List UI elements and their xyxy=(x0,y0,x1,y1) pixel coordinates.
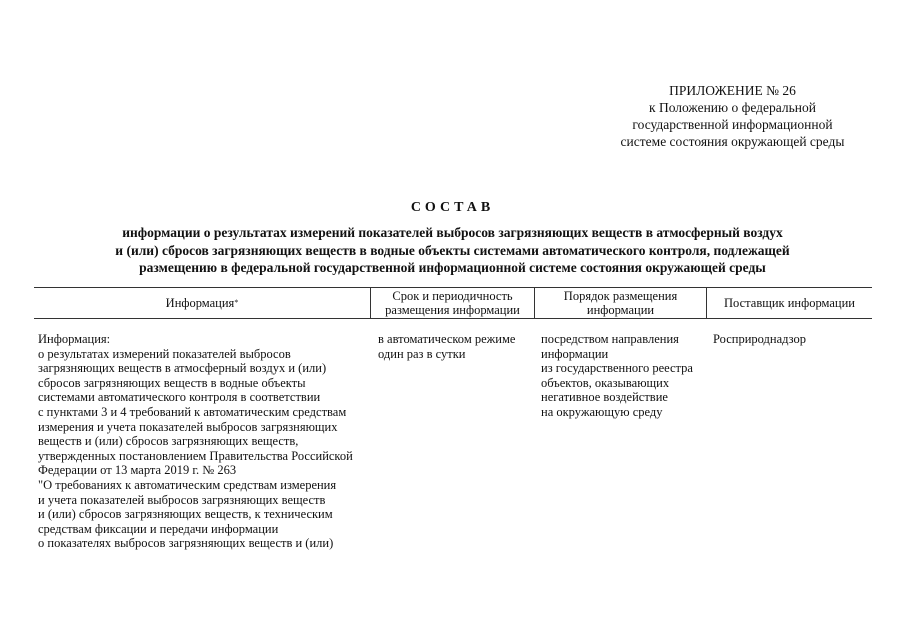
cell-line: негативное воздействие xyxy=(541,390,668,405)
subtitle-line: информации о результатах измерений показателей выбросов загрязняющих веществ в атмосферный воздух xyxy=(122,225,783,240)
document-title: СОСТАВ xyxy=(410,200,495,215)
header-period-line: Срок и периодичность xyxy=(392,289,513,303)
header-information: Информация * xyxy=(34,288,371,318)
cell-line: на окружающую среду xyxy=(541,404,663,419)
appendix-line: ПРИЛОЖЕНИЕ № 26 xyxy=(669,83,796,98)
cell-line: "О требованиях к автоматическим средствам измерения xyxy=(38,477,337,492)
header-procedure xyxy=(535,288,707,318)
header-procedure-line: информации xyxy=(586,303,655,317)
cell-line: посредством направления xyxy=(541,332,679,346)
cell-line: системами автоматического контроля в соответствии xyxy=(38,390,321,405)
cell-period xyxy=(371,332,535,551)
header-information-label: Информация xyxy=(165,296,235,310)
header-procedure-line: Порядок размещения xyxy=(563,289,678,303)
cell-line: Федерации от 13 марта 2019 г. № 263 xyxy=(38,463,237,478)
subtitle-line: размещению в федеральной государственной информационной системе состояния окружающей среды xyxy=(139,260,766,275)
cell-line: измерения и учета показателей выбросов загрязняющих xyxy=(38,419,338,434)
cell-line: в автоматическом режиме xyxy=(378,332,516,346)
cell-line: из государственного реестра xyxy=(541,361,693,376)
cell-line: о показателях выбросов загрязняющих веществ и (или) xyxy=(38,536,334,551)
appendix-line: государственной информационной xyxy=(632,117,833,132)
cell-line: объектов, оказывающих xyxy=(541,375,670,390)
document-subtitle xyxy=(40,224,865,277)
header-period xyxy=(371,288,535,318)
cell-line: и учета показателей выбросов загрязняющих веществ xyxy=(38,492,326,507)
cell-line: и (или) сбросов загрязняющих веществ, к техническим xyxy=(38,507,333,522)
appendix-header xyxy=(560,82,905,150)
cell-line: веществ и (или) сбросов загрязняющих веществ, xyxy=(38,434,299,449)
header-provider: Поставщик информации xyxy=(724,296,855,310)
cell-line: один раз в сутки xyxy=(378,346,466,361)
cell-line: с пунктами 3 и 4 требований к автоматическим средствам xyxy=(38,404,347,419)
cell-line: Информация: xyxy=(38,332,111,346)
cell-line: о результатах измерений показателей выбросов xyxy=(38,346,291,361)
cell-information xyxy=(34,332,371,551)
appendix-line: к Положению о федеральной xyxy=(649,100,816,115)
subtitle-line: и (или) сбросов загрязняющих веществ в водные объекты системами автоматического контроля, подлежащей xyxy=(115,242,790,258)
table-header xyxy=(34,287,872,319)
cell-line: сбросов загрязняющих веществ в водные объекты xyxy=(38,375,306,390)
cell-line: загрязняющих веществ в атмосферный воздух и (или) xyxy=(38,361,327,376)
cell-line: информации xyxy=(541,346,609,361)
appendix-line: системе состояния окружающей среды xyxy=(620,134,845,149)
cell-procedure xyxy=(535,332,707,551)
cell-provider xyxy=(707,332,872,551)
cell-line: Росприроднадзор xyxy=(713,332,806,346)
cell-line: средствам фиксации и передачи информации xyxy=(38,521,279,536)
cell-line: утвержденных постановлением Правительства Российской xyxy=(38,448,353,463)
table-row xyxy=(34,332,872,551)
header-period-line: размещения информации xyxy=(385,303,520,317)
